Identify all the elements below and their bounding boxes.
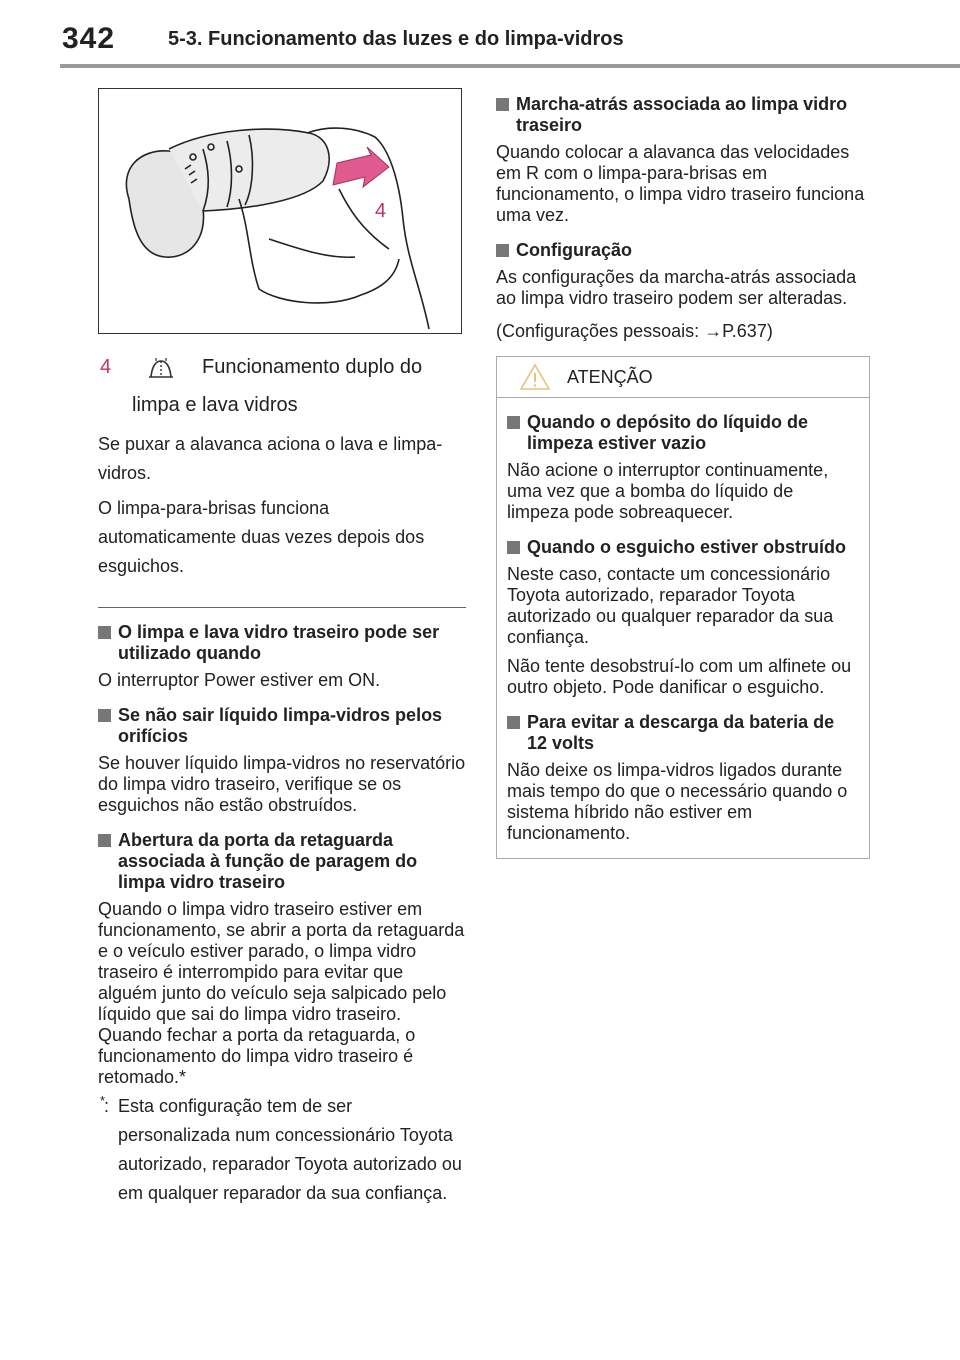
subsection-heading: O limpa e lava vidro traseiro pode ser utilizado quando <box>98 622 466 664</box>
square-bullet-icon <box>98 834 111 847</box>
subsection-heading: Se não sair líquido limpa-vidros pelos orifícios <box>98 705 466 747</box>
wiper-washer-icon <box>146 356 176 380</box>
footnote-marker: * <box>100 1093 106 1108</box>
left-column <box>98 88 466 1208</box>
subsection-text: Quando o limpa vidro traseiro estiver em funcionamento, se abrir a porta da retaguarda e o veículo estiver parado, o limpa vidro traseiro é interrompido para evitar que alguém junto do veículo seja salpicado pelo líquido que sai do limpa vidro traseiro. Quando fechar a porta da retaguarda, o funcionamento do limpa vidro traseiro é retomado.* <box>98 899 465 1087</box>
item-title-line2: limpa e lava vidros <box>132 394 298 416</box>
caution-text: Não deixe os limpa-vidros ligados durante mais tempo do que o necessário quando o sistema híbrido não estiver em funcionamento. <box>507 760 848 843</box>
caution-heading: Quando o esguicho estiver obstruído <box>507 537 859 558</box>
square-bullet-icon <box>507 716 520 729</box>
figure-callout: 4 <box>375 200 387 222</box>
page-reference: (Configurações pessoais: →P.637) <box>496 321 773 341</box>
warning-triangle-icon <box>519 363 551 391</box>
subsection-text: Quando colocar a alavanca das velocidades em R com o limpa-para-brisas em funcionamento, o limpa vidro traseiro funciona uma vez. <box>496 142 865 225</box>
subsection-text: Se houver líquido limpa-vidros no reservatório do limpa vidro traseiro, verifique se os esguichos não estão obstruídos. <box>98 753 466 815</box>
subsection-heading: Abertura da porta da retaguarda associada à função de paragem do limpa vidro traseiro <box>98 830 466 893</box>
page-number: 342 <box>62 22 116 55</box>
section-title: 5-3. Funcionamento das luzes e do limpa-vidros <box>168 28 624 50</box>
square-bullet-icon <box>496 244 509 257</box>
square-bullet-icon <box>507 541 520 554</box>
subsection-text: O interruptor Power estiver em ON. <box>98 670 381 690</box>
item-paragraph: O limpa-para-brisas funciona automaticamente duas vezes depois dos esguichos. <box>98 498 425 576</box>
caution-text: Neste caso, contacte um concessionário Toyota autorizado, reparador Toyota autorizado ou qualquer reparador da sua confiança. <box>507 564 834 647</box>
right-column <box>496 80 866 859</box>
item-number: 4 <box>100 356 112 378</box>
caution-text: Não tente desobstruí-lo com um alfinete ou outro objeto. Pode danificar o esguicho. <box>507 656 852 697</box>
subsection-heading: Configuração <box>496 240 866 261</box>
square-bullet-icon <box>507 416 520 429</box>
page-header <box>0 0 960 70</box>
subsection-heading: Marcha-atrás associada ao limpa vidro traseiro <box>496 94 866 136</box>
footnote-text: Esta configuração tem de ser personalizada num concessionário Toyota autorizado, reparador Toyota autorizado ou em qualquer reparador da sua confiança. <box>118 1096 462 1203</box>
square-bullet-icon <box>98 626 111 639</box>
square-bullet-icon <box>98 709 111 722</box>
caution-text: Não acione o interruptor continuamente, uma vez que a bomba do líquido de limpeza pode sobreaquecer. <box>507 460 829 522</box>
separator-line <box>98 607 466 608</box>
caution-header <box>497 357 869 398</box>
item-heading <box>98 348 466 424</box>
caution-heading: Para evitar a descarga da bateria de 12 volts <box>507 712 859 754</box>
wiper-lever-illustration <box>98 88 462 334</box>
footnote: * : Esta configuração tem de ser personalizada num concessionário Toyota autorizado, reparador Toyota autorizado ou em qualquer reparador da sua confiança. <box>98 1092 466 1208</box>
subsection-text: As configurações da marcha-atrás associada ao limpa vidro traseiro podem ser alteradas. <box>496 267 857 308</box>
header-rule <box>60 64 960 68</box>
caution-label: ATENÇÃO <box>567 367 653 387</box>
caution-heading: Quando o depósito do líquido de limpeza estiver vazio <box>507 412 859 454</box>
square-bullet-icon <box>496 98 509 111</box>
item-title-line1: Funcionamento duplo do <box>202 356 423 378</box>
item-paragraph: Se puxar a alavanca aciona o lava e limpa-vidros. <box>98 434 443 483</box>
caution-box <box>496 356 870 859</box>
